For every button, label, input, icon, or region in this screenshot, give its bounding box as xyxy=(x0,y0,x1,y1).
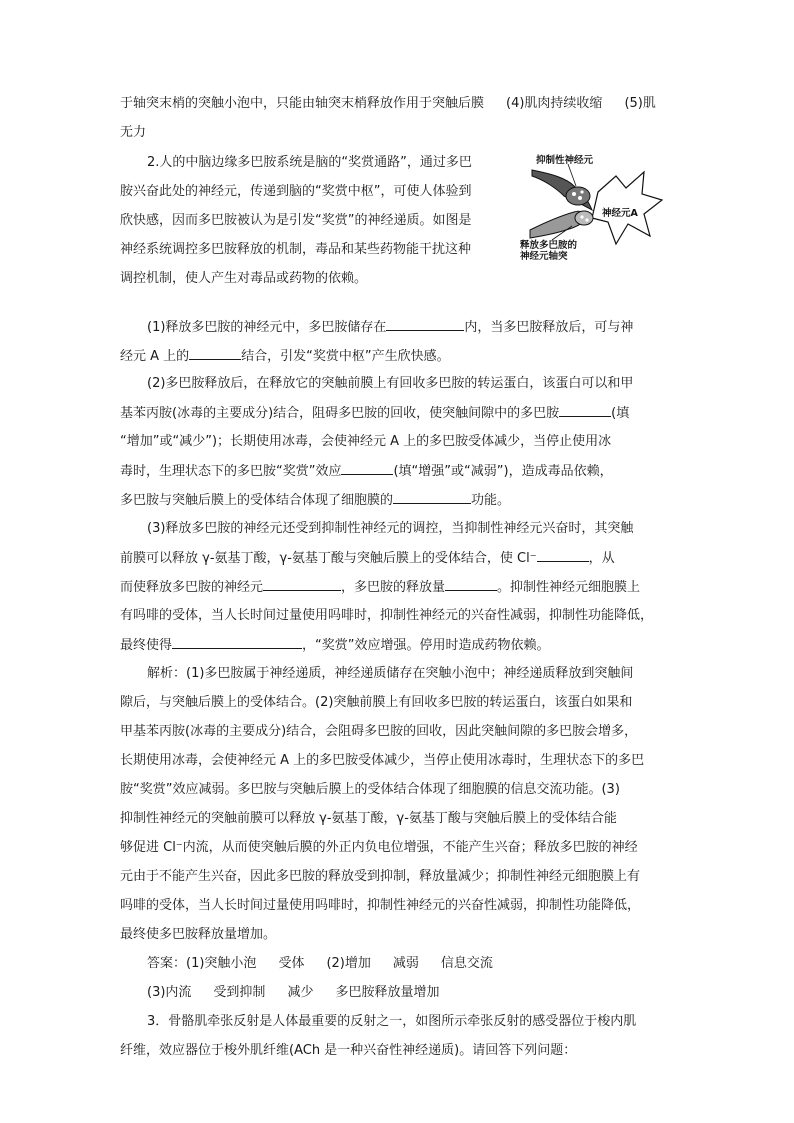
text-line: 经元 A 上的 结合，引发“奖赏中枢”产生欣快感。 xyxy=(120,349,450,364)
text-line: 调控机制，使人产生对毒品或药物的依赖。 xyxy=(120,271,368,286)
text-line: 胺“奖赏”效应减弱。多巴胺与突触后膜上的受体结合体现了细胞膜的信息交流功能。(3) xyxy=(120,782,620,797)
answer-blank[interactable] xyxy=(445,578,497,591)
answer-line: (3)内流 受到抑制 减少 多巴胺释放量增加 xyxy=(147,985,440,1000)
answer-blank[interactable] xyxy=(341,462,393,475)
text-line: 甲基苯丙胺(冰毒的主要成分)结合，会阻碍多巴胺的回收，因此突触间隙的多巴胺会增多， xyxy=(120,724,638,739)
text-line: 胺兴奋此处的神经元，传递到脑的“奖赏中枢”，可使人体验到 xyxy=(120,184,472,199)
question-2-stem: 2.人的中脑边缘多巴胺系统是脑的“奖赏通路”，通过多巴 xyxy=(147,155,472,170)
text-line: 有吗啡的受体，当人长时间过量使用吗啡时，抑制性神经元的兴奋性减弱，抑制性功能降低， xyxy=(120,608,654,623)
text-line: “增加”或“减少”)；长期使用冰毒，会使神经元 A 上的多巴胺受体减少，当停止使用冰 xyxy=(120,434,612,449)
answer-blank[interactable] xyxy=(189,347,241,360)
answer-blank[interactable] xyxy=(172,636,302,649)
text-line: (3)释放多巴胺的神经元还受到抑制性神经元的调控，当抑制性神经元兴奋时，其突触 xyxy=(147,521,634,536)
answer-blank[interactable] xyxy=(393,491,471,504)
text-line: 元由于不能产生兴奋，因此多巴胺的释放受到抑制，释放量减少；抑制性神经元细胞膜上有 xyxy=(120,869,641,884)
label-dopamine-neuron-line2: 神经元轴突 xyxy=(520,251,568,262)
text-line: (1)释放多巴胺的神经元中，多巴胺储存在 内，当多巴胺释放后，可与神 xyxy=(147,320,634,335)
synapse-diagram xyxy=(512,152,672,262)
dopamine-terminal xyxy=(575,211,593,225)
text-line: 神经系统调控多巴胺释放的机制，毒品和某些药物能干扰这种 xyxy=(120,242,472,257)
text-line: 吗啡的受体，当人长时间过量使用吗啡时，抑制性神经元的兴奋性减弱，抑制性功能降低， xyxy=(120,898,641,913)
answer-blank[interactable] xyxy=(537,549,589,562)
text-line: 最终使得 ，“奖赏”效应增强。停用时造成药物依赖。 xyxy=(120,638,550,653)
text-line: 纤维，效应器位于梭外肌纤维(ACh 是一种兴奋性神经递质)。请回答下列问题： xyxy=(120,1043,577,1058)
label-dopamine-neuron-line1: 释放多巴胺的 xyxy=(520,240,578,251)
answer-line: 答案：(1)突触小泡 受体 (2)增加 减弱 信息交流 xyxy=(147,956,493,971)
text-line: 长期使用冰毒，会使神经元 A 上的多巴胺受体减少，当停止使用冰毒时，生理状态下的多巴 xyxy=(120,753,645,768)
question-3-stem: 3．骨骼肌牵张反射是人体最重要的反射之一，如图所示牵张反射的感受器位于梭内肌 xyxy=(147,1014,637,1029)
text-line: 最终使多巴胺释放量增加。 xyxy=(120,927,277,942)
label-neuron-a: 神经元A xyxy=(602,208,638,219)
text-line: 无力 xyxy=(120,125,147,140)
text-line: 毒时，生理状态下的多巴胺“奖赏”效应 (填“增强”或“减弱”)，造成毒品依赖， xyxy=(120,464,613,479)
text-line: 于轴突末梢的突触小泡中，只能由轴突末梢释放作用于突触后膜 (4)肌肉持续收缩 (5)肌 xyxy=(120,96,656,111)
text-line: 够促进 Cl⁻内流，从而使突触后膜的外正内负电位增强，不能产生兴奋；释放多巴胺的神经 xyxy=(120,840,638,855)
answer-blank[interactable] xyxy=(559,404,611,417)
text-line: 欣快感，因而多巴胺被认为是引发“奖赏”的神经递质。如图是 xyxy=(120,213,472,228)
text-line: 前膜可以释放 γ-氨基丁酸，γ-氨基丁酸与突触后膜上的受体结合，使 Cl⁻ ，从 xyxy=(120,551,615,566)
answer-blank[interactable] xyxy=(386,318,464,331)
text-line: 基苯丙胺(冰毒的主要成分)结合，阻碍多巴胺的回收，使突触间隙中的多巴胺 (填 xyxy=(120,406,630,421)
analysis-text: 解析：(1)多巴胺属于神经递质，神经递质储存在突触小泡中；神经递质释放到突触间 xyxy=(147,666,634,681)
text-line: 抑制性神经元的突触前膜可以释放 γ-氨基丁酸，γ-氨基丁酸与突触后膜上的受体结合能 xyxy=(120,811,617,826)
label-inhibitory-neuron: 抑制性神经元 xyxy=(536,155,594,166)
text-line: 多巴胺与突触后膜上的受体结合体现了细胞膜的 功能。 xyxy=(120,493,511,508)
answer-blank[interactable] xyxy=(263,578,341,591)
text-line: 隙后，与突触后膜上的受体结合。(2)突触前膜上有回收多巴胺的转运蛋白，该蛋白如果和 xyxy=(120,695,633,710)
inhibitory-terminal xyxy=(566,187,590,205)
text-line: 而使释放多巴胺的神经元 ，多巴胺的释放量 。抑制性神经元细胞膜上 xyxy=(120,580,641,595)
text-line: (2)多巴胺释放后，在释放它的突触前膜上有回收多巴胺的转运蛋白，该蛋白可以和甲 xyxy=(147,376,634,391)
